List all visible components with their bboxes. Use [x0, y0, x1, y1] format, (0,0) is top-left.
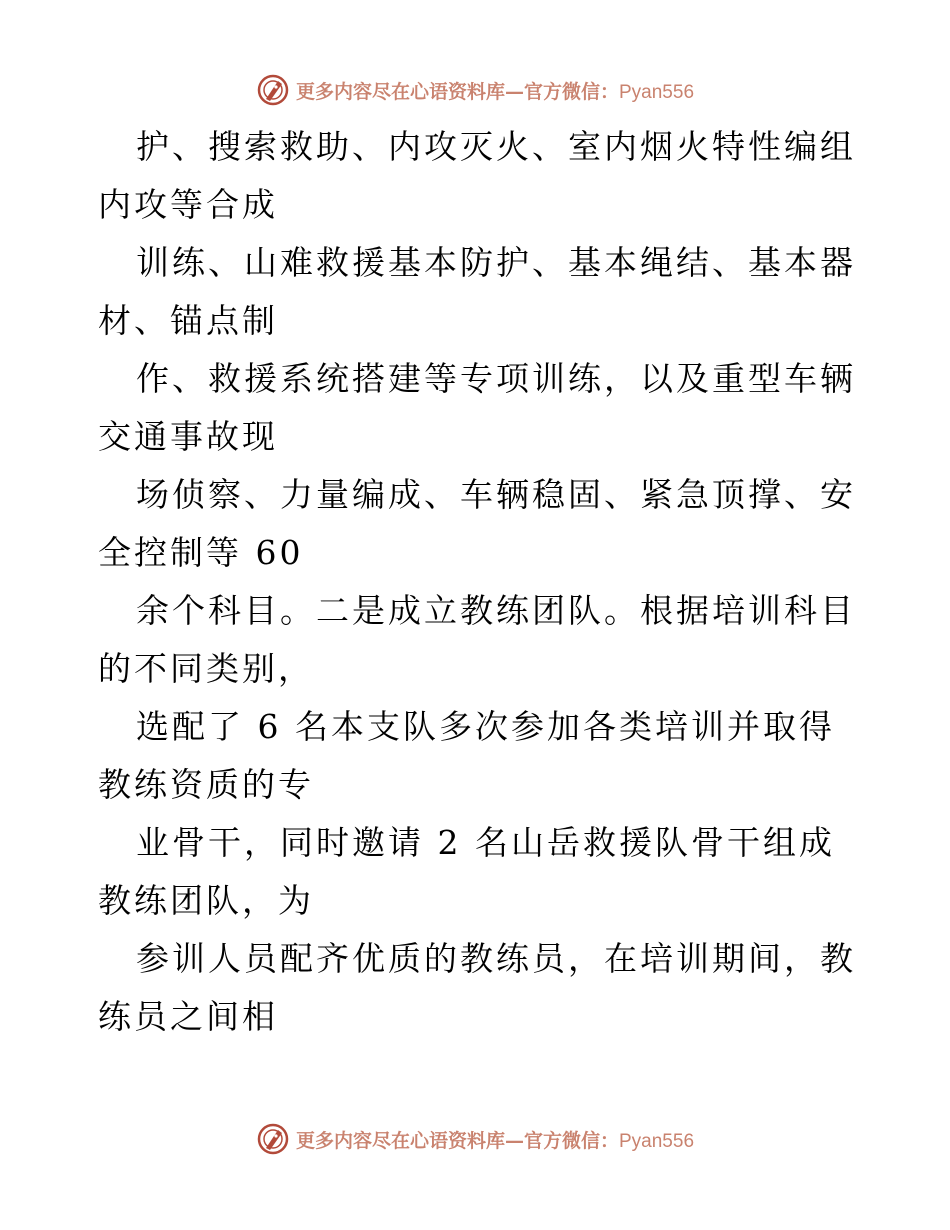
- document-body: [98, 118, 858, 1046]
- wechat-id: Pyan556: [619, 81, 695, 103]
- paragraph: 训练、山难救援基本防护、基本绳结、基本器材、锚点制: [98, 243, 856, 340]
- pen-nib-circle-icon: [256, 73, 290, 107]
- footer-watermark: [0, 1119, 950, 1159]
- watermark-text: 更多内容尽在心语资料库—官方微信：Pyan556: [295, 1129, 695, 1152]
- paragraph: 护、搜索救助、内攻灭火、室内烟火特性编组内攻等合成: [98, 127, 856, 224]
- wechat-id: Pyan556: [619, 1130, 695, 1152]
- paragraph: 余个科目。二是成立教练团队。根据培训科目的不同类别，: [98, 591, 856, 688]
- paragraph: 场侦察、力量编成、车辆稳固、紧急顶撑、安全控制等 60: [98, 475, 856, 572]
- paragraph: 选配了 6 名本支队多次参加各类培训并取得教练资质的专: [98, 707, 835, 804]
- paragraph: 参训人员配齐优质的教练员，在培训期间，教练员之间相: [98, 939, 856, 1036]
- watermark-text: 更多内容尽在心语资料库—官方微信：Pyan556: [295, 80, 695, 103]
- paragraph: 作、救援系统搭建等专项训练，以及重型车辆交通事故现: [98, 359, 856, 456]
- paragraph: 业骨干，同时邀请 2 名山岳救援队骨干组成教练团队，为: [98, 823, 835, 920]
- pen-nib-circle-icon: [256, 1122, 290, 1156]
- header-watermark: [0, 70, 950, 110]
